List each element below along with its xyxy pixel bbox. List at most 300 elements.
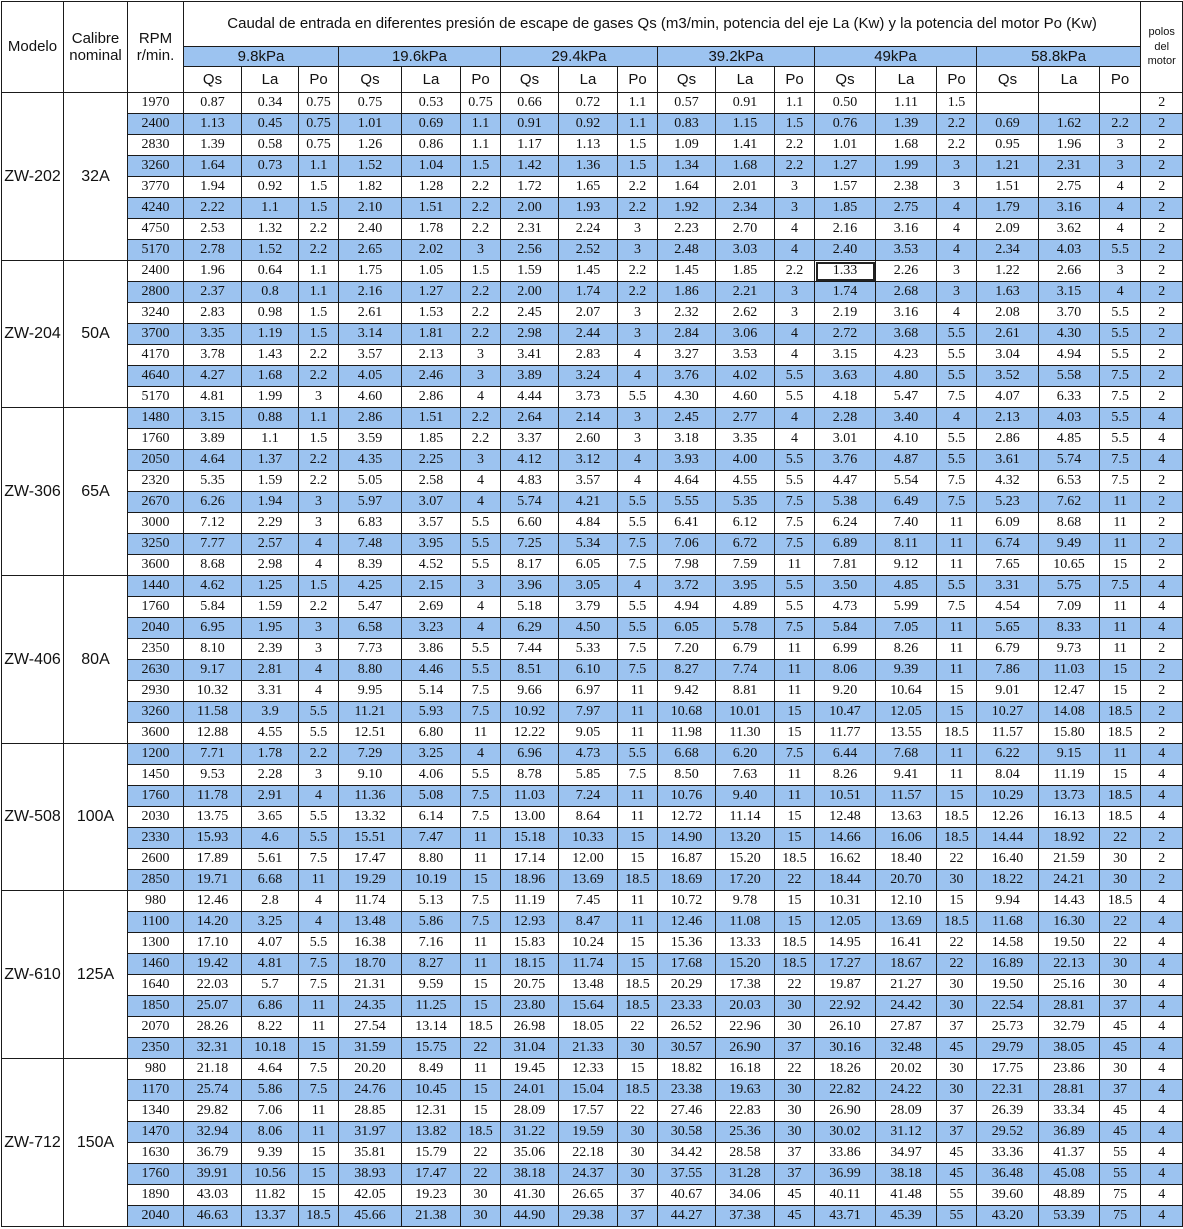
- po-cell[interactable]: 18.5: [775, 849, 815, 870]
- po-cell[interactable]: 30: [937, 996, 977, 1017]
- po-cell[interactable]: 18.5: [775, 954, 815, 975]
- qs-cell[interactable]: 4.07: [977, 387, 1039, 408]
- po-cell[interactable]: 11: [618, 702, 658, 723]
- la-cell[interactable]: 8.68: [1039, 513, 1100, 534]
- qs-cell[interactable]: 18.82: [658, 1059, 716, 1080]
- qs-cell[interactable]: 6.58: [339, 618, 402, 639]
- rpm-cell[interactable]: 1970: [128, 93, 184, 114]
- poles-cell[interactable]: 2: [1141, 828, 1183, 849]
- la-cell[interactable]: 1.59: [242, 471, 299, 492]
- po-cell[interactable]: 30: [937, 1080, 977, 1101]
- poles-cell[interactable]: 4: [1141, 1080, 1183, 1101]
- qs-cell[interactable]: 12.72: [658, 807, 716, 828]
- la-cell[interactable]: 2.26: [876, 261, 937, 282]
- po-cell[interactable]: 2.2: [461, 408, 501, 429]
- qs-cell[interactable]: 2.48: [658, 240, 716, 261]
- la-cell[interactable]: 2.70: [716, 219, 775, 240]
- qs-cell[interactable]: 4.05: [339, 366, 402, 387]
- po-cell[interactable]: 11: [618, 807, 658, 828]
- la-cell[interactable]: 1.41: [716, 135, 775, 156]
- la-cell[interactable]: 11.19: [1039, 765, 1100, 786]
- la-cell[interactable]: 4.10: [876, 429, 937, 450]
- la-cell[interactable]: 36.89: [1039, 1122, 1100, 1143]
- la-cell[interactable]: 12.31: [402, 1101, 461, 1122]
- la-cell[interactable]: 7.68: [876, 744, 937, 765]
- qs-cell[interactable]: 33.86: [815, 1143, 876, 1164]
- qs-cell[interactable]: 6.41: [658, 513, 716, 534]
- po-cell[interactable]: 22: [775, 975, 815, 996]
- po-cell[interactable]: 5.5: [937, 429, 977, 450]
- la-cell[interactable]: 1.62: [1039, 114, 1100, 135]
- la-cell[interactable]: 2.77: [716, 408, 775, 429]
- qs-cell[interactable]: 6.29: [501, 618, 559, 639]
- po-cell[interactable]: 3: [1100, 261, 1141, 282]
- qs-cell[interactable]: 4.25: [339, 576, 402, 597]
- la-cell[interactable]: 9.41: [876, 765, 937, 786]
- po-cell[interactable]: 11: [937, 660, 977, 681]
- qs-cell[interactable]: 3.78: [184, 345, 242, 366]
- la-cell[interactable]: 18.67: [876, 954, 937, 975]
- qs-cell[interactable]: 3.31: [977, 576, 1039, 597]
- la-cell[interactable]: 11.82: [242, 1185, 299, 1206]
- la-cell[interactable]: 6.68: [242, 870, 299, 891]
- qs-cell[interactable]: 11.68: [977, 912, 1039, 933]
- po-cell[interactable]: 3: [618, 324, 658, 345]
- la-cell[interactable]: 2.68: [876, 282, 937, 303]
- qs-cell[interactable]: 22.92: [815, 996, 876, 1017]
- qs-cell[interactable]: 0.66: [501, 93, 559, 114]
- la-cell[interactable]: 2.52: [559, 240, 618, 261]
- rpm-cell[interactable]: 1340: [128, 1101, 184, 1122]
- la-cell[interactable]: 1.19: [242, 324, 299, 345]
- la-cell[interactable]: 4.73: [559, 744, 618, 765]
- po-cell[interactable]: 7.5: [618, 639, 658, 660]
- la-cell[interactable]: 5.14: [402, 681, 461, 702]
- po-cell[interactable]: 4: [775, 408, 815, 429]
- qs-cell[interactable]: 7.77: [184, 534, 242, 555]
- la-cell[interactable]: 3.73: [559, 387, 618, 408]
- la-cell[interactable]: 45.08: [1039, 1164, 1100, 1185]
- rpm-cell[interactable]: 1200: [128, 744, 184, 765]
- rpm-cell[interactable]: 3240: [128, 303, 184, 324]
- rpm-cell[interactable]: 1760: [128, 429, 184, 450]
- po-cell[interactable]: 2.2: [299, 240, 339, 261]
- po-cell[interactable]: 5.5: [618, 618, 658, 639]
- poles-cell[interactable]: 2: [1141, 471, 1183, 492]
- qs-cell[interactable]: 7.48: [339, 534, 402, 555]
- qs-cell[interactable]: 0.87: [184, 93, 242, 114]
- qs-cell[interactable]: 26.90: [815, 1101, 876, 1122]
- po-cell[interactable]: 2.2: [618, 282, 658, 303]
- qs-cell[interactable]: 7.86: [977, 660, 1039, 681]
- po-cell[interactable]: 2.2: [937, 114, 977, 135]
- la-cell[interactable]: 15.79: [402, 1143, 461, 1164]
- po-cell[interactable]: 11: [775, 639, 815, 660]
- po-cell[interactable]: 22: [1100, 828, 1141, 849]
- poles-cell[interactable]: 4: [1141, 1122, 1183, 1143]
- la-cell[interactable]: 1.11: [876, 93, 937, 114]
- qs-cell[interactable]: 2.28: [815, 408, 876, 429]
- la-cell[interactable]: 34.06: [716, 1185, 775, 1206]
- qs-cell[interactable]: 2.22: [184, 198, 242, 219]
- la-cell[interactable]: 9.40: [716, 786, 775, 807]
- qs-cell[interactable]: 17.14: [501, 849, 559, 870]
- po-cell[interactable]: 75: [1100, 1206, 1141, 1227]
- poles-cell[interactable]: 4: [1141, 1017, 1183, 1038]
- qs-cell[interactable]: 11.98: [658, 723, 716, 744]
- po-cell[interactable]: 30: [618, 1164, 658, 1185]
- la-cell[interactable]: 1.32: [242, 219, 299, 240]
- po-cell[interactable]: 4: [618, 366, 658, 387]
- qs-cell[interactable]: 5.74: [501, 492, 559, 513]
- qs-cell[interactable]: 7.12: [184, 513, 242, 534]
- po-cell[interactable]: 30: [775, 1101, 815, 1122]
- qs-cell[interactable]: 19.29: [339, 870, 402, 891]
- po-cell[interactable]: 45: [937, 1038, 977, 1059]
- po-cell[interactable]: 5.5: [1100, 345, 1141, 366]
- po-cell[interactable]: 11: [461, 723, 501, 744]
- la-cell[interactable]: 1.13: [559, 135, 618, 156]
- po-cell[interactable]: 18.5: [618, 870, 658, 891]
- qs-cell[interactable]: 9.95: [339, 681, 402, 702]
- po-cell[interactable]: 2.2: [618, 177, 658, 198]
- la-cell[interactable]: 12.47: [1039, 681, 1100, 702]
- la-cell[interactable]: 13.69: [876, 912, 937, 933]
- po-cell[interactable]: 30: [618, 1122, 658, 1143]
- qs-cell[interactable]: 8.04: [977, 765, 1039, 786]
- po-cell[interactable]: 1.1: [299, 408, 339, 429]
- po-cell[interactable]: 4: [299, 534, 339, 555]
- po-cell[interactable]: 15: [1100, 681, 1141, 702]
- rpm-cell[interactable]: 1460: [128, 954, 184, 975]
- qs-cell[interactable]: 32.31: [184, 1038, 242, 1059]
- la-cell[interactable]: 3.40: [876, 408, 937, 429]
- po-cell[interactable]: 5.5: [461, 555, 501, 576]
- la-cell[interactable]: 10.19: [402, 870, 461, 891]
- la-cell[interactable]: 4.03: [1039, 408, 1100, 429]
- po-cell[interactable]: 7.5: [1100, 450, 1141, 471]
- po-cell[interactable]: 5.5: [618, 513, 658, 534]
- la-cell[interactable]: 0.72: [559, 93, 618, 114]
- la-cell[interactable]: 2.60: [559, 429, 618, 450]
- la-cell[interactable]: 4.50: [559, 618, 618, 639]
- po-cell[interactable]: 5.5: [937, 366, 977, 387]
- qs-cell[interactable]: 19.50: [977, 975, 1039, 996]
- la-cell[interactable]: 45.39: [876, 1206, 937, 1227]
- po-cell[interactable]: 30: [461, 1206, 501, 1227]
- po-cell[interactable]: 11: [299, 1101, 339, 1122]
- po-cell[interactable]: 30: [775, 1122, 815, 1143]
- qs-cell[interactable]: 12.22: [501, 723, 559, 744]
- po-cell[interactable]: 5.5: [461, 765, 501, 786]
- po-cell[interactable]: 7.5: [1100, 387, 1141, 408]
- qs-cell[interactable]: 46.63: [184, 1206, 242, 1227]
- la-cell[interactable]: 4.46: [402, 660, 461, 681]
- po-cell[interactable]: 15: [461, 870, 501, 891]
- qs-cell[interactable]: 8.39: [339, 555, 402, 576]
- qs-cell[interactable]: 1.39: [184, 135, 242, 156]
- la-cell[interactable]: 2.75: [1039, 177, 1100, 198]
- po-cell[interactable]: 3: [618, 240, 658, 261]
- po-cell[interactable]: 4: [618, 576, 658, 597]
- la-cell[interactable]: 11.08: [716, 912, 775, 933]
- po-cell[interactable]: 7.5: [299, 975, 339, 996]
- qs-cell[interactable]: 0.95: [977, 135, 1039, 156]
- qs-cell[interactable]: 2.98: [501, 324, 559, 345]
- qs-cell[interactable]: 3.35: [184, 324, 242, 345]
- rpm-cell[interactable]: 3250: [128, 534, 184, 555]
- la-cell[interactable]: 3.35: [716, 429, 775, 450]
- la-cell[interactable]: 6.53: [1039, 471, 1100, 492]
- poles-cell[interactable]: 2: [1141, 345, 1183, 366]
- la-cell[interactable]: 15.80: [1039, 723, 1100, 744]
- qs-cell[interactable]: 15.83: [501, 933, 559, 954]
- qs-cell[interactable]: 6.26: [184, 492, 242, 513]
- po-cell[interactable]: 15: [937, 702, 977, 723]
- po-cell[interactable]: 55: [937, 1185, 977, 1206]
- qs-cell[interactable]: 4.12: [501, 450, 559, 471]
- qs-cell[interactable]: 9.20: [815, 681, 876, 702]
- la-cell[interactable]: 28.81: [1039, 996, 1100, 1017]
- la-cell[interactable]: 2.44: [559, 324, 618, 345]
- la-cell[interactable]: 2.07: [559, 303, 618, 324]
- la-cell[interactable]: 1.36: [559, 156, 618, 177]
- la-cell[interactable]: 10.01: [716, 702, 775, 723]
- la-cell[interactable]: 0.69: [402, 114, 461, 135]
- la-cell[interactable]: 7.47: [402, 828, 461, 849]
- poles-cell[interactable]: 2: [1141, 93, 1183, 114]
- qs-cell[interactable]: 15.18: [501, 828, 559, 849]
- qs-cell[interactable]: 25.74: [184, 1080, 242, 1101]
- po-cell[interactable]: 11: [775, 786, 815, 807]
- po-cell[interactable]: 11: [937, 639, 977, 660]
- po-cell[interactable]: 4: [775, 324, 815, 345]
- po-cell[interactable]: 15: [461, 975, 501, 996]
- po-cell[interactable]: 5.5: [461, 639, 501, 660]
- po-cell[interactable]: 3: [775, 198, 815, 219]
- poles-cell[interactable]: 2: [1141, 156, 1183, 177]
- po-cell[interactable]: 2.2: [461, 303, 501, 324]
- la-cell[interactable]: 41.37: [1039, 1143, 1100, 1164]
- po-cell[interactable]: 3: [299, 387, 339, 408]
- qs-cell[interactable]: 38.93: [339, 1164, 402, 1185]
- po-cell[interactable]: 5.5: [1100, 303, 1141, 324]
- po-cell[interactable]: 11: [937, 513, 977, 534]
- qs-cell[interactable]: 17.68: [658, 954, 716, 975]
- po-cell[interactable]: 0.75: [461, 93, 501, 114]
- rpm-cell[interactable]: 1440: [128, 576, 184, 597]
- la-cell[interactable]: 2.57: [242, 534, 299, 555]
- la-cell[interactable]: 2.66: [1039, 261, 1100, 282]
- qs-cell[interactable]: 7.20: [658, 639, 716, 660]
- qs-cell[interactable]: 35.06: [501, 1143, 559, 1164]
- po-cell[interactable]: 4: [299, 891, 339, 912]
- po-cell[interactable]: 4: [461, 597, 501, 618]
- qs-cell[interactable]: 12.05: [815, 912, 876, 933]
- po-cell[interactable]: 22: [461, 1164, 501, 1185]
- la-cell[interactable]: 1.93: [559, 198, 618, 219]
- qs-cell[interactable]: 3.52: [977, 366, 1039, 387]
- qs-cell[interactable]: 11.03: [501, 786, 559, 807]
- poles-cell[interactable]: 4: [1141, 786, 1183, 807]
- rpm-cell[interactable]: 1760: [128, 1164, 184, 1185]
- qs-cell[interactable]: 22.54: [977, 996, 1039, 1017]
- la-cell[interactable]: 2.29: [242, 513, 299, 534]
- poles-cell[interactable]: 4: [1141, 954, 1183, 975]
- qs-cell[interactable]: 6.05: [658, 618, 716, 639]
- qs-cell[interactable]: 4.27: [184, 366, 242, 387]
- qs-cell[interactable]: 18.96: [501, 870, 559, 891]
- qs-cell[interactable]: 1.17: [501, 135, 559, 156]
- poles-cell[interactable]: 2: [1141, 114, 1183, 135]
- poles-cell[interactable]: 2: [1141, 261, 1183, 282]
- po-cell[interactable]: 7.5: [461, 891, 501, 912]
- po-cell[interactable]: 4: [775, 219, 815, 240]
- qs-cell[interactable]: 1.22: [977, 261, 1039, 282]
- la-cell[interactable]: 0.98: [242, 303, 299, 324]
- po-cell[interactable]: 4: [299, 681, 339, 702]
- po-cell[interactable]: 30: [775, 1017, 815, 1038]
- qs-cell[interactable]: 40.67: [658, 1185, 716, 1206]
- qs-cell[interactable]: 6.79: [977, 639, 1039, 660]
- la-cell[interactable]: 1.05: [402, 261, 461, 282]
- la-cell[interactable]: 3.15: [1039, 282, 1100, 303]
- po-cell[interactable]: 5.5: [775, 366, 815, 387]
- po-cell[interactable]: 2.2: [299, 744, 339, 765]
- qs-cell[interactable]: 39.60: [977, 1185, 1039, 1206]
- la-cell[interactable]: 5.61: [242, 849, 299, 870]
- rpm-cell[interactable]: 2830: [128, 135, 184, 156]
- la-cell[interactable]: 6.20: [716, 744, 775, 765]
- la-cell[interactable]: 0.58: [242, 135, 299, 156]
- poles-cell[interactable]: 2: [1141, 849, 1183, 870]
- rpm-cell[interactable]: 3000: [128, 513, 184, 534]
- la-cell[interactable]: 2.21: [716, 282, 775, 303]
- la-cell[interactable]: 8.49: [402, 1059, 461, 1080]
- qs-cell[interactable]: 14.95: [815, 933, 876, 954]
- po-cell[interactable]: 3: [1100, 156, 1141, 177]
- po-cell[interactable]: 5.5: [775, 597, 815, 618]
- la-cell[interactable]: 2.01: [716, 177, 775, 198]
- po-cell[interactable]: 4: [937, 303, 977, 324]
- la-cell[interactable]: 25.36: [716, 1122, 775, 1143]
- la-cell[interactable]: 3.23: [402, 618, 461, 639]
- la-cell[interactable]: 11.57: [876, 786, 937, 807]
- qs-cell[interactable]: 2.40: [815, 240, 876, 261]
- po-cell[interactable]: 18.5: [937, 807, 977, 828]
- po-cell[interactable]: 15: [618, 828, 658, 849]
- la-cell[interactable]: 5.54: [876, 471, 937, 492]
- po-cell[interactable]: 11: [299, 870, 339, 891]
- po-cell[interactable]: 7.5: [775, 744, 815, 765]
- rpm-cell[interactable]: 2040: [128, 1206, 184, 1227]
- po-cell[interactable]: 1.5: [461, 156, 501, 177]
- qs-cell[interactable]: 15.51: [339, 828, 402, 849]
- poles-cell[interactable]: 4: [1141, 1101, 1183, 1122]
- po-cell[interactable]: 15: [299, 1164, 339, 1185]
- la-cell[interactable]: 6.12: [716, 513, 775, 534]
- la-cell[interactable]: 34.97: [876, 1143, 937, 1164]
- la-cell[interactable]: 28.58: [716, 1143, 775, 1164]
- qs-cell[interactable]: 14.90: [658, 828, 716, 849]
- la-cell[interactable]: 3.62: [1039, 219, 1100, 240]
- la-cell[interactable]: 8.47: [559, 912, 618, 933]
- po-cell[interactable]: 1.1: [618, 114, 658, 135]
- la-cell[interactable]: 8.26: [876, 639, 937, 660]
- qs-cell[interactable]: 31.04: [501, 1038, 559, 1059]
- po-cell[interactable]: 3: [299, 765, 339, 786]
- po-cell[interactable]: 3: [461, 366, 501, 387]
- qs-cell[interactable]: 3.18: [658, 429, 716, 450]
- po-cell[interactable]: 11: [461, 933, 501, 954]
- la-cell[interactable]: 1.68: [242, 366, 299, 387]
- la-cell[interactable]: 6.05: [559, 555, 618, 576]
- la-cell[interactable]: 7.97: [559, 702, 618, 723]
- la-cell[interactable]: 19.63: [716, 1080, 775, 1101]
- po-cell[interactable]: 2.2: [937, 135, 977, 156]
- la-cell[interactable]: 5.75: [1039, 576, 1100, 597]
- la-cell[interactable]: 7.09: [1039, 597, 1100, 618]
- po-cell[interactable]: 4: [618, 471, 658, 492]
- la-cell[interactable]: 5.99: [876, 597, 937, 618]
- po-cell[interactable]: 4: [1100, 219, 1141, 240]
- la-cell[interactable]: 7.24: [559, 786, 618, 807]
- po-cell[interactable]: 11: [299, 1122, 339, 1143]
- la-cell[interactable]: 1.37: [242, 450, 299, 471]
- qs-cell[interactable]: 3.76: [815, 450, 876, 471]
- la-cell[interactable]: 6.49: [876, 492, 937, 513]
- po-cell[interactable]: 4: [775, 429, 815, 450]
- la-cell[interactable]: 16.13: [1039, 807, 1100, 828]
- qs-cell[interactable]: 30.16: [815, 1038, 876, 1059]
- la-cell[interactable]: 1.1: [242, 429, 299, 450]
- po-cell[interactable]: 18.5: [299, 1206, 339, 1227]
- la-cell[interactable]: 21.33: [559, 1038, 618, 1059]
- la-cell[interactable]: 18.05: [559, 1017, 618, 1038]
- po-cell[interactable]: 1.1: [299, 282, 339, 303]
- rpm-cell[interactable]: 3600: [128, 555, 184, 576]
- la-cell[interactable]: 6.97: [559, 681, 618, 702]
- qs-cell[interactable]: 10.32: [184, 681, 242, 702]
- la-cell[interactable]: 9.15: [1039, 744, 1100, 765]
- po-cell[interactable]: 1.1: [461, 114, 501, 135]
- la-cell[interactable]: 5.7: [242, 975, 299, 996]
- po-cell[interactable]: 2.2: [299, 219, 339, 240]
- po-cell[interactable]: 1.1: [618, 93, 658, 114]
- po-cell[interactable]: 18.5: [618, 996, 658, 1017]
- qs-cell[interactable]: 4.54: [977, 597, 1039, 618]
- po-cell[interactable]: 45: [775, 1185, 815, 1206]
- la-cell[interactable]: 5.93: [402, 702, 461, 723]
- po-cell[interactable]: 5.5: [299, 702, 339, 723]
- rpm-cell[interactable]: 2040: [128, 618, 184, 639]
- qs-cell[interactable]: 8.26: [815, 765, 876, 786]
- qs-cell[interactable]: 14.66: [815, 828, 876, 849]
- rpm-cell[interactable]: 980: [128, 891, 184, 912]
- la-cell[interactable]: 5.58: [1039, 366, 1100, 387]
- qs-cell[interactable]: 8.17: [501, 555, 559, 576]
- qs-cell[interactable]: 24.76: [339, 1080, 402, 1101]
- po-cell[interactable]: 4: [1100, 282, 1141, 303]
- qs-cell[interactable]: 11.19: [501, 891, 559, 912]
- po-cell[interactable]: 2.2: [461, 177, 501, 198]
- poles-cell[interactable]: 4: [1141, 996, 1183, 1017]
- qs-cell[interactable]: 10.29: [977, 786, 1039, 807]
- qs-cell[interactable]: 2.09: [977, 219, 1039, 240]
- qs-cell[interactable]: 0.91: [501, 114, 559, 135]
- rpm-cell[interactable]: 1760: [128, 786, 184, 807]
- la-cell[interactable]: 0.88: [242, 408, 299, 429]
